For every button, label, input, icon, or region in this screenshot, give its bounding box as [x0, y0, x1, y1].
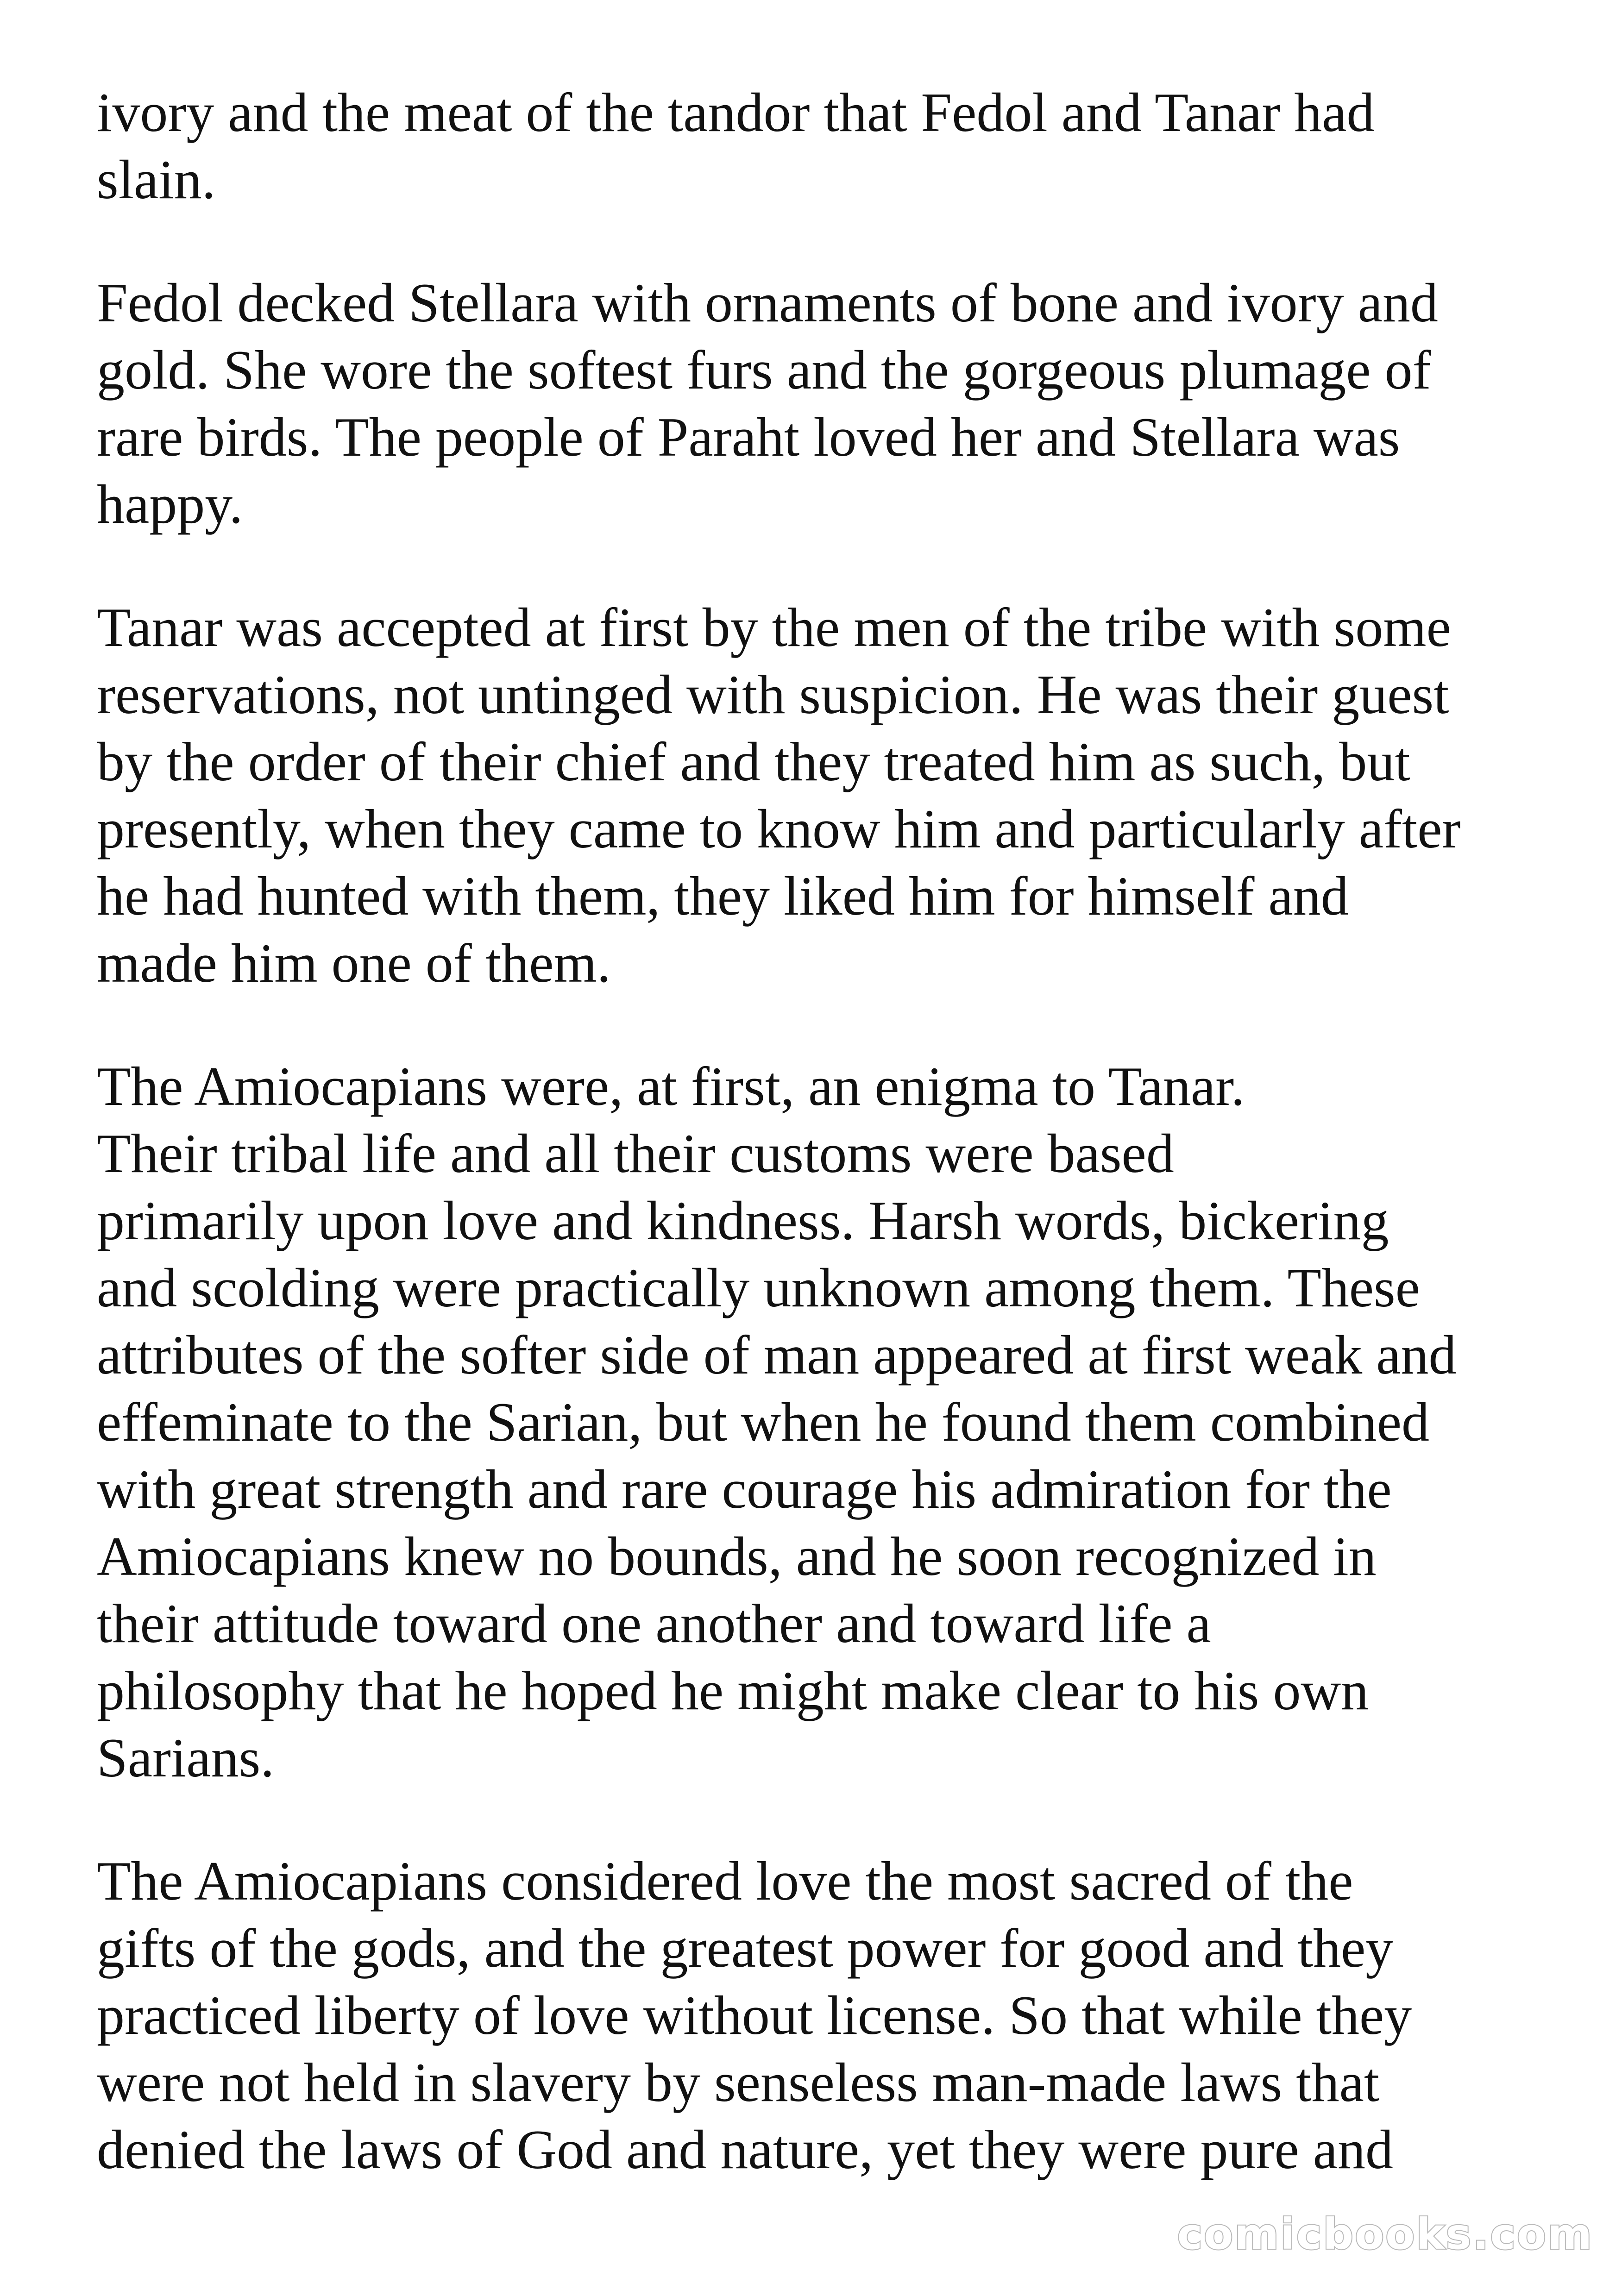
paragraph — [97, 79, 1579, 213]
text-line: gold. She wore the softest furs and the gorgeous plumage of — [97, 339, 1431, 401]
text-line: The Amiocapians were, at first, an enigma to Tanar. — [97, 1055, 1245, 1117]
paragraph — [97, 1847, 1579, 2183]
text-line: by the order of their chief and they treated him as such, but — [97, 731, 1410, 792]
text-line: slain. — [97, 149, 216, 210]
text-line: and scolding were practically unknown among them. These — [97, 1257, 1420, 1318]
text-line: Amiocapians knew no bounds, and he soon recognized in — [97, 1525, 1377, 1587]
text-line: ivory and the meat of the tandor that Fedol and Tanar had — [97, 82, 1375, 143]
text-line: denied the laws of God and nature, yet they were pure and — [97, 2119, 1393, 2180]
text-line: made him one of them. — [97, 932, 611, 994]
text-line: primarily upon love and kindness. Harsh words, bickering — [97, 1190, 1389, 1251]
text-line: he had hunted with them, they liked him for himself and — [97, 865, 1349, 927]
paragraph — [97, 594, 1579, 997]
text-line: happy. — [97, 473, 243, 535]
text-line: gifts of the gods, and the greatest power for good and they — [97, 1917, 1394, 1979]
text-line: effeminate to the Sarian, but when he found them combined — [97, 1391, 1429, 1453]
paragraph — [97, 1053, 1579, 1791]
text-line: philosophy that he hoped he might make clear to his own — [97, 1660, 1369, 1721]
text-line: were not held in slavery by senseless man-made laws that — [97, 2051, 1380, 2113]
text-line: their attitude toward one another and toward life a — [97, 1593, 1211, 1654]
text-line: reservations, not untinged with suspicion. He was their guest — [97, 664, 1449, 725]
text-line: attributes of the softer side of man appeared at first weak and — [97, 1324, 1457, 1386]
text-line: Their tribal life and all their customs were based — [97, 1123, 1174, 1184]
text-line: presently, when they came to know him and particularly after — [97, 798, 1461, 859]
page-text — [97, 79, 1579, 2239]
text-line: Tanar was accepted at first by the men of the tribe with some — [97, 596, 1451, 658]
text-line: Sarians. — [97, 1727, 275, 1788]
watermark: comicbooks.com — [1177, 2209, 1593, 2259]
text-line: with great strength and rare courage his admiration for the — [97, 1458, 1392, 1520]
text-line: Fedol decked Stellara with ornaments of bone and ivory and — [97, 272, 1438, 333]
text-line: rare birds. The people of Paraht loved her and Stellara was — [97, 406, 1400, 468]
paragraph — [97, 269, 1579, 538]
text-line: practiced liberty of love without license. So that while they — [97, 1984, 1412, 2046]
text-line: The Amiocapians considered love the most sacred of the — [97, 1850, 1353, 1912]
